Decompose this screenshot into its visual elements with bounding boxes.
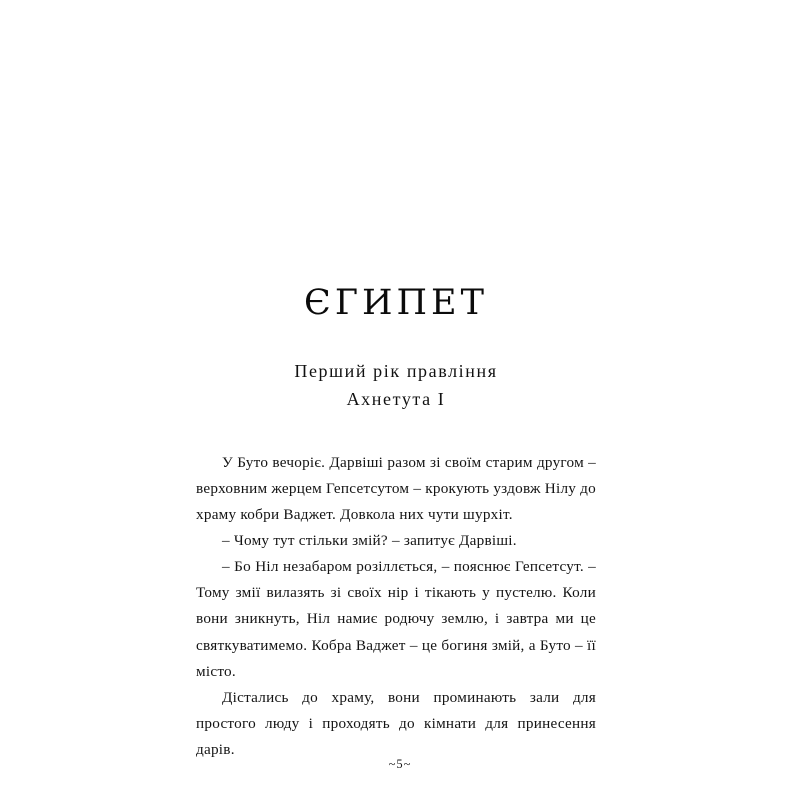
body-text [196,450,596,764]
page-content [196,285,596,763]
paragraph: У Буто вечоріє. Дарвіші разом зі своїм старим другом – верховним жерцем Гепсетсутом – крокують уздовж Нілу до храму кобри Ваджет. Довкола них чути шурхіт. [196,453,596,523]
paragraph: – Чому тут стільки змій? – запитує Дарвіші. [222,531,517,549]
paragraph: – Бо Ніл незабаром розіллється, – пояснює Гепсетсут. – Тому змії вилазять зі своїх нір і тікають у пустелю. Коли вони зникнуть, Ніл намиє родючу землю, і завтра ми це святкуватимемо. Кобра Ваджет – це богиня змій, а Буто – її місто. [196,558,596,680]
page-number: ~5~ [388,757,412,771]
page-title: ЄГИПЕТ [304,283,488,323]
paragraph: Дістались до храму, вони проминають зали для простого люду і проходять до кімнати для принесення дарів. [196,688,596,759]
subtitle-line-1: Перший рік правління [294,360,498,381]
subtitle-line-2: Ахнетута I [346,388,446,409]
subtitle [196,358,596,414]
